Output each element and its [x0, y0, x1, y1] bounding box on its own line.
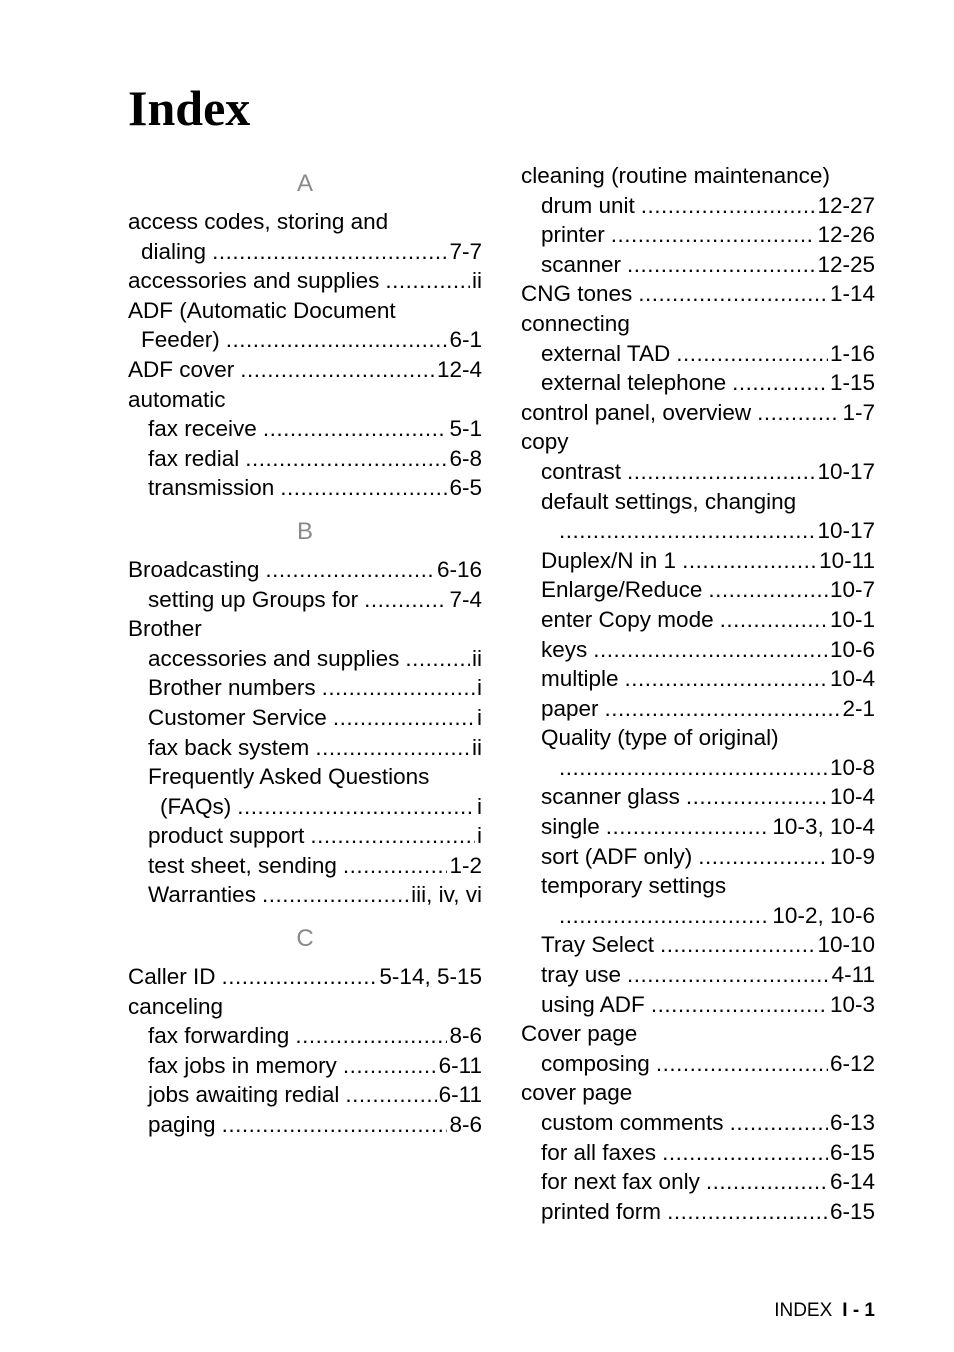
index-entry: [521, 427, 875, 457]
index-term: connecting: [521, 310, 630, 336]
page-reference: 10-4: [829, 784, 875, 810]
section-letter: C: [296, 925, 314, 953]
dot-leader: [660, 930, 816, 960]
index-entry: [521, 1167, 875, 1197]
dot-leader: [345, 1080, 436, 1110]
dot-leader: [222, 1110, 448, 1140]
dot-leader: [682, 546, 817, 576]
page-reference: 6-11: [438, 1082, 482, 1108]
page-reference: 2-1: [842, 695, 875, 721]
dot-leader: [343, 1051, 437, 1081]
index-term: automatic: [128, 386, 226, 412]
page-reference: 5-14, 5-15: [379, 964, 482, 990]
index-term: (FAQs): [160, 793, 232, 819]
index-entry: [521, 1078, 875, 1108]
index-entry: [128, 1080, 482, 1110]
index-term: drum unit: [541, 192, 635, 218]
index-term: Tray Select: [541, 932, 654, 958]
dot-leader: [333, 703, 475, 733]
index-column-right: [521, 161, 875, 1226]
index-entry: [521, 368, 875, 398]
index-term: paging: [148, 1112, 216, 1138]
index-term: for all faxes: [541, 1139, 657, 1165]
dot-leader: [708, 575, 828, 605]
page-reference: 6-13: [829, 1110, 875, 1135]
index-entry: [128, 1051, 482, 1081]
dot-leader: [263, 414, 448, 444]
index-term: temporary settings: [541, 873, 727, 899]
section-letter: B: [296, 517, 313, 545]
footer-label: INDEX: [774, 1300, 833, 1321]
page-reference: i: [477, 704, 482, 730]
dot-leader: [322, 673, 475, 703]
dot-leader: [559, 516, 815, 546]
index-term: CNG tones: [521, 281, 633, 307]
page-reference: 6-11: [438, 1052, 482, 1078]
dot-leader: [676, 339, 828, 369]
page-reference: i: [477, 823, 482, 849]
index-term: Duplex/N in 1: [541, 547, 677, 573]
page-reference: 12-26: [817, 222, 875, 248]
index-entry: [521, 279, 875, 309]
index-term: ADF cover: [128, 356, 235, 382]
page-reference: 10-11: [819, 547, 875, 573]
index-entry: [521, 871, 875, 901]
index-term: composing: [541, 1050, 650, 1076]
index-entry: [128, 821, 482, 851]
dot-leader: [625, 664, 828, 694]
dot-leader: [656, 1049, 828, 1079]
index-entry: [521, 1049, 875, 1079]
index-term: scanner glass: [541, 784, 680, 810]
index-entry: [128, 792, 482, 822]
dot-leader: [222, 962, 378, 992]
page-reference: iii, iv, vi: [411, 882, 482, 908]
index-entry: [521, 546, 875, 576]
dot-leader: [641, 191, 816, 221]
dot-leader: [364, 585, 447, 615]
index-term: printer: [541, 222, 605, 248]
index-term: Enlarge/Reduce: [541, 577, 703, 603]
index-entry: [128, 673, 482, 703]
index-entry: [128, 414, 482, 444]
page-reference: 12-27: [817, 192, 875, 218]
index-term: custom comments: [541, 1110, 724, 1135]
index-entry: [521, 161, 875, 191]
index-entry: [521, 487, 875, 517]
page-reference: ii: [472, 645, 482, 671]
page-reference: 6-15: [829, 1198, 875, 1224]
dot-leader: [315, 733, 470, 763]
index-entry: [521, 1019, 875, 1049]
dot-leader: [343, 851, 448, 881]
index-term: test sheet, sending: [148, 852, 337, 878]
page-reference: 6-16: [436, 556, 482, 582]
index-entry: [521, 398, 875, 428]
page-reference: 6-5: [449, 475, 482, 501]
index-term: product support: [148, 823, 305, 849]
index-entry: [521, 457, 875, 487]
index-entry: [128, 762, 482, 792]
index-column-left: [128, 161, 482, 1140]
index-entry: [521, 309, 875, 339]
dot-leader: [593, 635, 828, 665]
index-term: transmission: [148, 475, 275, 501]
index-term: cover page: [521, 1080, 633, 1106]
page-reference: 10-8: [829, 754, 875, 780]
dot-leader: [295, 1021, 447, 1051]
index-term: dialing: [141, 238, 207, 264]
dot-leader: [385, 266, 470, 296]
index-entry: [521, 930, 875, 960]
index-term: tray use: [541, 962, 622, 988]
page-reference: 6-1: [449, 327, 482, 353]
index-entry: [128, 585, 482, 615]
index-term: fax receive: [148, 416, 257, 442]
dot-leader: [237, 792, 475, 822]
index-entry: [128, 355, 482, 385]
page-reference: 8-6: [449, 1112, 482, 1138]
dot-leader: [667, 1197, 828, 1227]
index-entry: [128, 325, 482, 355]
index-term: Caller ID: [128, 964, 216, 990]
index-term: setting up Groups for: [148, 586, 359, 612]
dot-leader: [605, 694, 841, 724]
dot-leader: [651, 990, 828, 1020]
index-term: enter Copy mode: [541, 606, 714, 632]
page-reference: 7-4: [449, 586, 482, 612]
index-term: using ADF: [541, 991, 645, 1017]
index-term: copy: [521, 429, 569, 455]
dot-leader: [559, 901, 770, 931]
index-term: accessories and supplies: [148, 645, 400, 671]
page-reference: 1-2: [449, 852, 482, 878]
index-term: Cover page: [521, 1021, 638, 1047]
page-reference: 10-3, 10-4: [772, 814, 875, 840]
index-term: Quality (type of original): [541, 725, 779, 751]
page-reference: 6-12: [829, 1050, 875, 1076]
index-term: access codes, storing and: [128, 209, 389, 234]
index-entry: [521, 1138, 875, 1168]
page-reference: 4-11: [831, 962, 875, 988]
index-entry: [521, 990, 875, 1020]
index-term: default settings, changing: [541, 488, 797, 514]
dot-leader: [262, 880, 409, 910]
page-reference: 1-7: [842, 399, 875, 425]
index-entry: [128, 733, 482, 763]
dot-leader: [240, 355, 435, 385]
dot-leader: [226, 325, 448, 355]
index-entry: [521, 635, 875, 665]
dot-leader: [405, 644, 470, 674]
index-term: control panel, overview: [521, 399, 752, 425]
index-entry: [128, 614, 482, 644]
index-entry: [521, 575, 875, 605]
dot-leader: [212, 237, 447, 267]
index-term: keys: [541, 636, 588, 662]
index-term: paper: [541, 695, 599, 721]
index-term: single: [541, 814, 600, 840]
page-reference: 6-14: [829, 1169, 875, 1195]
index-term: Feeder): [141, 327, 220, 353]
index-term: Broadcasting: [128, 556, 260, 582]
dot-leader: [730, 1108, 828, 1138]
index-entry: [128, 266, 482, 296]
page-reference: 6-15: [829, 1139, 875, 1165]
index-entry: [128, 962, 482, 992]
page-reference: i: [477, 793, 482, 819]
index-term: Customer Service: [148, 704, 327, 730]
dot-leader: [698, 842, 828, 872]
index-entry: [521, 220, 875, 250]
dot-leader: [627, 960, 830, 990]
index-entry: [521, 753, 875, 783]
index-term: fax jobs in memory: [148, 1052, 337, 1078]
dot-leader: [559, 753, 828, 783]
page-reference: 1-15: [829, 370, 875, 396]
dot-leader: [310, 821, 475, 851]
page-reference: 10-4: [829, 666, 875, 692]
section-letter: A: [296, 170, 313, 197]
index-term: scanner: [541, 251, 622, 277]
index-term: multiple: [541, 666, 619, 692]
index-entry: [521, 250, 875, 280]
index-term: fax redial: [148, 445, 240, 471]
index-term: fax back system: [148, 734, 310, 760]
page-reference: ii: [472, 268, 482, 294]
page-reference: 10-7: [829, 577, 875, 603]
dot-leader: [732, 368, 828, 398]
index-entry: [128, 992, 482, 1022]
index-entry: [128, 703, 482, 733]
dot-leader: [662, 1138, 828, 1168]
page-footer: [774, 1300, 875, 1322]
dot-leader: [245, 444, 447, 474]
index-term: Brother: [128, 616, 202, 642]
page-reference: 8-6: [449, 1023, 482, 1049]
page-reference: i: [477, 675, 482, 701]
index-entry: [128, 473, 482, 503]
index-entry: [521, 960, 875, 990]
page-reference: 10-10: [817, 932, 875, 958]
index-term: fax forwarding: [148, 1023, 290, 1049]
page-reference: 10-2, 10-6: [772, 902, 875, 928]
page-reference: 12-25: [817, 251, 875, 277]
index-entry: [128, 444, 482, 474]
page-reference: 1-16: [829, 340, 875, 366]
index-entry: [128, 880, 482, 910]
index-term: jobs awaiting redial: [148, 1082, 340, 1108]
index-term: sort (ADF only): [541, 843, 693, 869]
index-term: for next fax only: [541, 1169, 700, 1195]
page-reference: 7-7: [449, 238, 482, 264]
index-term: ADF (Automatic Document: [128, 297, 396, 323]
dot-leader: [280, 473, 447, 503]
dot-leader: [757, 398, 840, 428]
page-title: Index: [128, 80, 251, 136]
page-reference: 1-14: [829, 281, 875, 307]
index-entry: [521, 901, 875, 931]
index-entry: [521, 694, 875, 724]
page-reference: ii: [472, 734, 482, 760]
index-entry: [521, 664, 875, 694]
index-entry: [521, 605, 875, 635]
page-reference: 10-1: [829, 606, 875, 632]
index-entry: [128, 237, 482, 267]
dot-leader: [627, 457, 815, 487]
index-term: cleaning (routine maintenance): [521, 163, 830, 188]
index-entry: [521, 812, 875, 842]
dot-leader: [265, 555, 435, 585]
index-entry: [128, 1110, 482, 1140]
index-entry: [128, 555, 482, 585]
index-entry: [128, 207, 482, 237]
index-term: accessories and supplies: [128, 268, 380, 294]
page-reference: 10-17: [817, 518, 875, 544]
index-entry: [521, 339, 875, 369]
index-term: external TAD: [541, 340, 671, 366]
page-reference: 5-1: [449, 416, 482, 442]
index-entry: [128, 644, 482, 674]
index-entry: [521, 191, 875, 221]
index-entry: [521, 1108, 875, 1138]
footer-page-number: I - 1: [842, 1300, 875, 1321]
index-term: contrast: [541, 458, 622, 484]
dot-leader: [686, 782, 828, 812]
dot-leader: [638, 279, 828, 309]
index-entry: [521, 842, 875, 872]
index-term: printed form: [541, 1198, 662, 1224]
page-reference: 10-9: [829, 843, 875, 869]
index-term: external telephone: [541, 370, 727, 396]
page-reference: 10-17: [817, 458, 875, 484]
index-entry: [521, 723, 875, 753]
dot-leader: [611, 220, 816, 250]
page-reference: 10-3: [829, 991, 875, 1017]
index-entry: [128, 296, 482, 326]
page-reference: 12-4: [436, 356, 482, 382]
index-entry: [128, 1021, 482, 1051]
dot-leader: [606, 812, 771, 842]
dot-leader: [627, 250, 815, 280]
index-entry: [128, 385, 482, 415]
index-term: Warranties: [148, 882, 256, 908]
index-entry: [521, 516, 875, 546]
index-term: Frequently Asked Questions: [148, 764, 430, 790]
page-reference: 6-8: [449, 445, 482, 471]
index-entry: [521, 782, 875, 812]
index-entry: [521, 1197, 875, 1227]
index-term: Brother numbers: [148, 675, 316, 701]
dot-leader: [706, 1167, 828, 1197]
index-entry: [128, 851, 482, 881]
dot-leader: [720, 605, 828, 635]
page-reference: 10-6: [829, 636, 875, 662]
index-term: canceling: [128, 993, 224, 1019]
